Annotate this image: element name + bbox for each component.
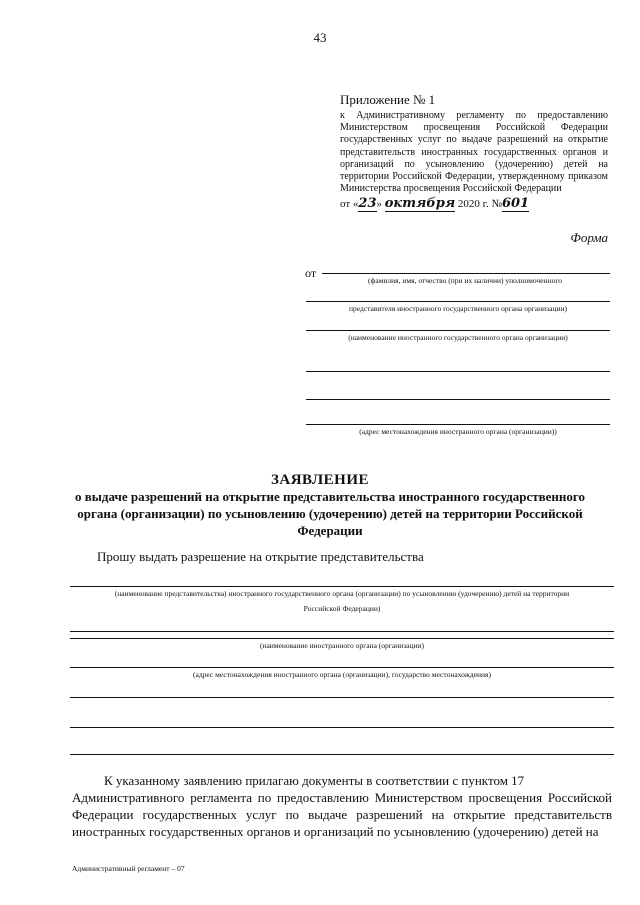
attachment-rest: Административного регламента по предоставлению Министерством просвещения Российской Федерации государственных услуг по выдаче разрешений на открытие представительств иностранных государственных органов и организаций по усыновлению (удочерению) детей на <box>72 790 612 839</box>
date-month-handwritten: октября <box>384 196 456 212</box>
appendix-block <box>340 92 608 211</box>
appendix-body: к Административному регламенту по предоставлению Министерством просвещения Российской Федерации государственных услуг по выдаче разрешений на открытие представительств иностранных государственных органов и организаций по усыновлению (удочерению) детей на территории Российской Федерации, утвержденному приказом Министерства просвещения Российской Федерации <box>340 110 608 195</box>
date-prefix: от « <box>340 198 359 211</box>
field-line-blank-1 <box>70 697 614 698</box>
sender-line-6 <box>306 424 610 425</box>
date-day-handwritten: 23 <box>358 196 377 212</box>
document-title: ЗАЯВЛЕНИЕ <box>270 472 370 488</box>
from-label: от <box>305 266 317 280</box>
request-text: Прошу выдать разрешение на открытие представительства <box>97 549 424 564</box>
field-line-address <box>70 667 614 668</box>
field-hint-representation-1: (наименование представительства) иностранного государственного органа (организации) по усыновлению (удочерению) детей на территории <box>114 589 570 598</box>
sender-hint-3: (наименование иностранного государственного органа организации) <box>348 333 568 342</box>
sender-line-2 <box>306 301 610 302</box>
field-line-organization <box>70 638 614 639</box>
appendix-date <box>340 196 608 211</box>
sender-line-3 <box>306 330 610 331</box>
appendix-title: Приложение № 1 <box>340 92 436 107</box>
form-label: Форма <box>570 230 608 245</box>
field-line-representation <box>70 586 614 587</box>
sender-line-1 <box>322 273 610 274</box>
attachment-paragraph <box>72 772 612 840</box>
date-mid: » <box>376 198 385 211</box>
sender-hint-1: (фамилия, имя, отчество (при их наличии) уполномоченного <box>367 276 563 285</box>
footer-text: Административный регламент – 07 <box>72 864 185 873</box>
page-number: 43 <box>313 30 327 45</box>
sender-hint-4: (адрес местонахождения иностранного органа (организации)) <box>359 427 557 436</box>
field-line-blank-3 <box>70 754 614 755</box>
field-hint-address: (адрес местонахождения иностранного органа (организации), государство местонахождения) <box>193 670 491 679</box>
attachment-first-line: К указанному заявлению прилагаю документы в соответствии с пунктом 17 <box>104 773 525 788</box>
sender-hint-2: представителя иностранного государственного органа организации) <box>349 304 567 313</box>
document-subtitle: о выдаче разрешений на открытие представительства иностранного государственного органа (организации) по усыновлению (удочерению) детей на территории Российской Федерации <box>75 489 585 538</box>
field-line-blank-2 <box>70 727 614 728</box>
sender-line-5 <box>306 399 610 400</box>
sender-line-4 <box>306 371 610 372</box>
date-year: 2020 г. № <box>455 198 502 211</box>
order-number-handwritten: 601 <box>501 196 530 212</box>
field-hint-organization: (наименование иностранного органа (организации) <box>259 641 425 650</box>
field-line-extra <box>70 631 614 632</box>
field-hint-representation-2: Российской Федерации) <box>303 604 381 613</box>
